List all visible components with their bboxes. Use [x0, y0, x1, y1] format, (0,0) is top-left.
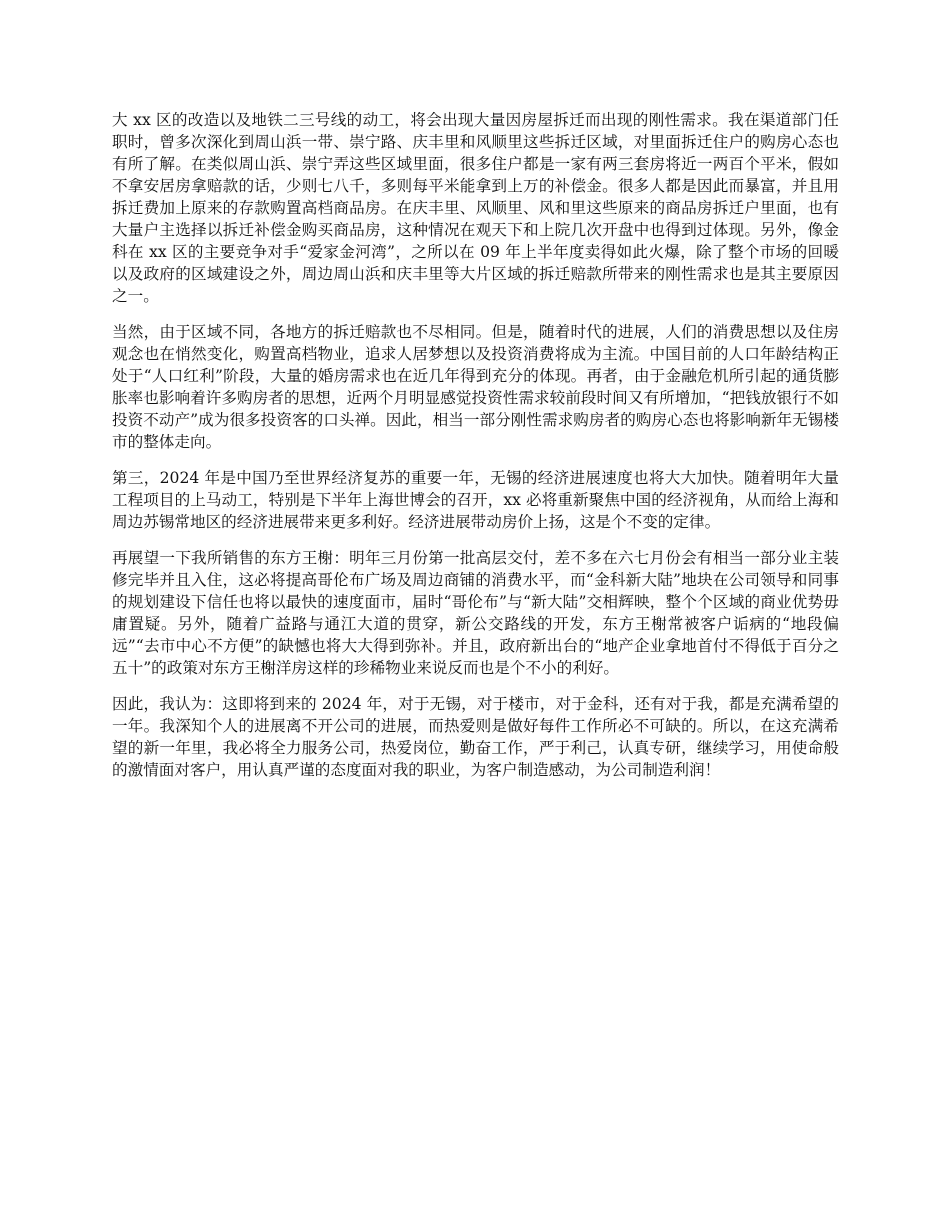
paragraph-conclusion: 因此，我认为：这即将到来的 2024 年，对于无锡，对于楼市，对于金科，还有对于我，都是充满希望的一年。我深知个人的进展离不开公司的进展，而热爱则是做好每件工作所必不可缺的。所以，在这充满希望的新一年里，我必将全力服务公司，热爱岗位，勤奋工作，严于利己，认真专研，继续学习，用使命般的激情面对客户，用认真严谨的态度面对我的职业，为客户制造感动，为公司制造利润！ [112, 695, 839, 779]
paragraph-economic-outlook: 第三，2024 年是中国乃至世界经济复苏的重要一年，无锡的经济进展速度也将大大加快。随着明年大量工程项目的上马动工，特别是下半年上海世博会的召开，xx 必将重新聚焦中国的经济视角，从而给上海和周边苏锡常地区的经济进展带来更多利好。经济进展带动房价上扬，这是个不变的定律。 [112, 469, 839, 531]
paragraph-relocation-demand: 大 xx 区的改造以及地铁二三号线的动工，将会出现大量因房屋拆迁而出现的刚性需求。我在渠道部门任职时，曾多次深化到周山浜一带、崇宁路、庆丰里和风顺里这些拆迁区域，对里面拆迁住户的购房心态也有所了解。在类似周山浜、崇宁弄这些区域里面，很多住户都是一家有两三套房将近一两百个平米，假如不拿安居房拿赔款的话，少则七八千，多则每平米能拿到上万的补偿金。很多人都是因此而暴富，并且用拆迁费加上原来的存款购置高档商品房。在庆丰里、风顺里、风和里这些原来的商品房拆迁户里面，也有大量户主选择以拆迁补偿金购买商品房，这种情况在观天下和上院几次开盘中也得到过体现。另外，像金科在 xx 区的主要竞争对手“爱家金河湾”，之所以在 09 年上半年度卖得如此火爆，除了整个市场的回暖以及政府的区域建设之外，周边周山浜和庆丰里等大片区域的拆迁赔款所带来的刚性需求也是其主要原因之一。 [112, 111, 839, 305]
document-body [112, 109, 839, 795]
paragraph-project-outlook: 再展望一下我所销售的东方王榭：明年三月份第一批高层交付，差不多在六七月份会有相当一部分业主装修完毕并且入住，这必将提高哥伦布广场及周边商铺的消费水平，而“金科新大陆”地块在公司领导和同事的规划建设下信任也将以最快的速度面市，届时“哥伦布”与“新大陆”交相辉映，整个个区域的商业优势毋庸置疑。另外，随着广益路与通江大道的贯穿，新公交路线的开发，东方王榭常被客户诟病的“地段偏远”“去市中心不方便”的缺憾也将大大得到弥补。并且，政府新出台的“地产企业拿地首付不得低于百分之五十”的政策对东方王榭洋房这样的珍稀物业来说反而也是个不小的利好。 [112, 549, 839, 677]
paragraph-consumer-mindset: 当然，由于区域不同，各地方的拆迁赔款也不尽相同。但是，随着时代的进展，人们的消费思想以及住房观念也在悄然变化，购置高档物业，追求人居梦想以及投资消费将成为主流。中国目前的人口年龄结构正处于“人口红利”阶段，大量的婚房需求也在近几年得到充分的体现。再者，由于金融危机所引起的通货膨胀率也影响着许多购房者的思想，近两个月明显感觉投资性需求较前段时间又有所增加，“把钱放银行不如投资不动产”成为很多投资客的口头禅。因此，相当一部分刚性需求购房者的购房心态也将影响新年无锡楼市的整体走向。 [112, 323, 839, 451]
